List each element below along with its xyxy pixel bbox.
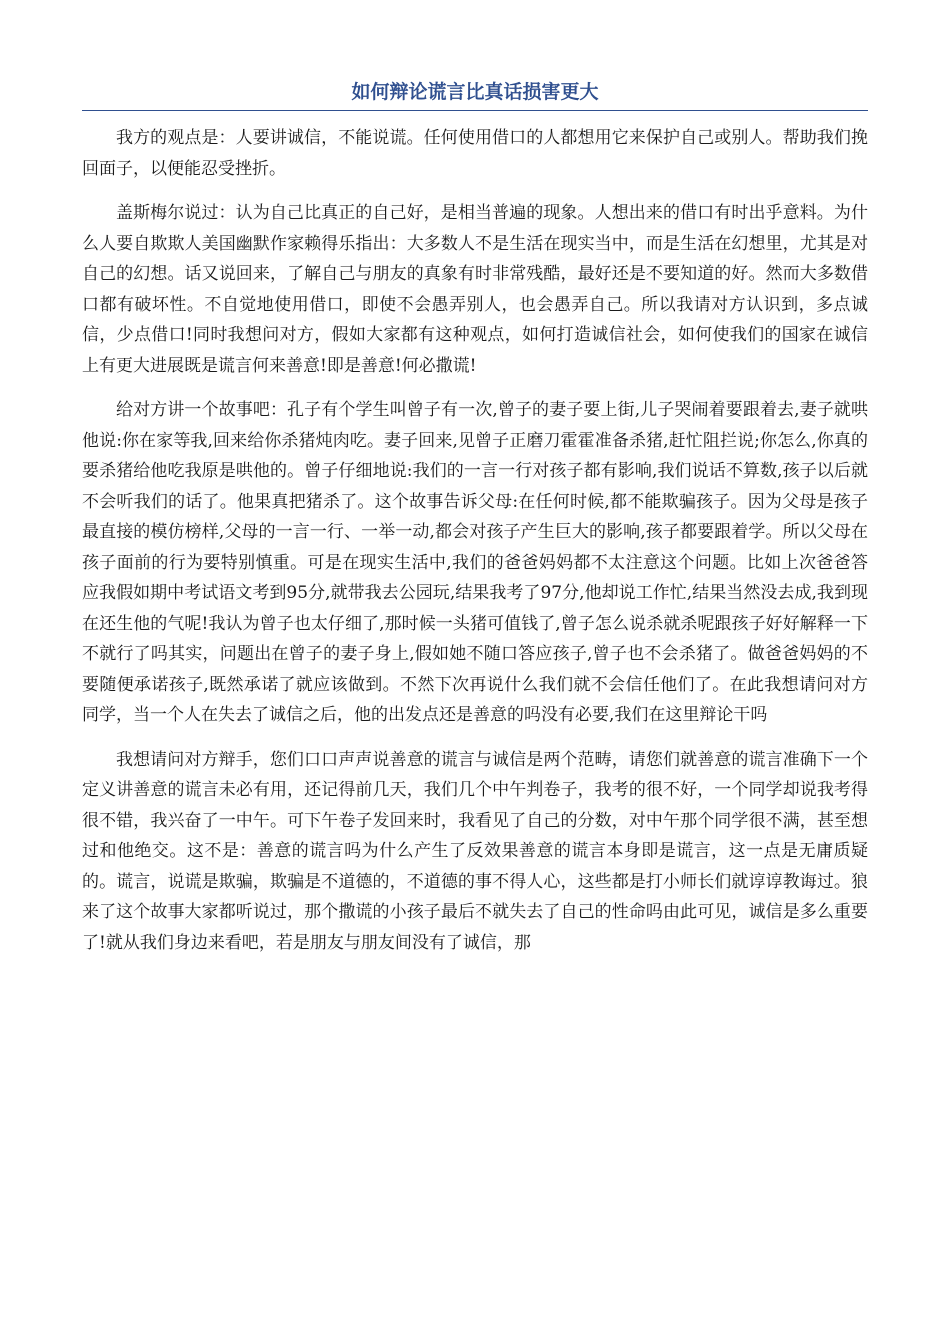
document-title: 如何辩论谎言比真话损害更大 [82, 78, 868, 111]
paragraph-2: 盖斯梅尔说过：认为自己比真正的自己好，是相当普遍的现象。人想出来的借口有时出乎意料。为什么人要自欺欺人美国幽默作家赖得乐指出：大多数人不是生活在现实当中，而是生活在幻想里，尤其是对自己的幻想。话又说回来，了解自己与朋友的真象有时非常残酷，最好还是不要知道的好。然而大多数借口都有破坏性。不自觉地使用借口，即使不会愚弄别人，也会愚弄自己。所以我请对方认识到，多点诚信，少点借口!同时我想问对方，假如大家都有这种观点，如何打造诚信社会，如何使我们的国家在诚信上有更大进展既是谎言何来善意!即是善意!何必撒谎! [82, 203, 868, 376]
paragraph-4: 我想请问对方辩手，您们口口声声说善意的谎言与诚信是两个范畴，请您们就善意的谎言准确下一个定义讲善意的谎言未必有用，还记得前几天，我们几个中午判卷子，我考的很不好，一个同学却说我考得很不错，我兴奋了一中午。可下午卷子发回来时，我看见了自己的分数，对中午那个同学很不满，甚至想过和他绝交。这不是：善意的谎言吗为什么产生了反效果善意的谎言本身即是谎言，这一点是无庸质疑的。谎言，说谎是欺骗，欺骗是不道德的，不道德的事不得人心，这些都是打小师长们就谆谆教诲过。狼来了这个故事大家都听说过，那个撒谎的小孩子最后不就失去了自己的性命吗由此可见，诚信是多么重要了!就从我们身边来看吧，若是朋友与朋友间没有了诚信，那 [82, 749, 868, 953]
document-page [82, 78, 868, 958]
paragraph-3: 给对方讲一个故事吧：孔子有个学生叫曾子有一次,曾子的妻子要上街,儿子哭闹着要跟着去,妻子就哄他说:你在家等我,回来给你杀猪炖肉吃。妻子回来,见曾子正磨刀霍霍准备杀猪,赶忙阻拦说;你怎么,你真的要杀猪给他吃我原是哄他的。曾子仔细地说:我们的一言一行对孩子都有影响,我们说话不算数,孩子以后就不会听我们的话了。他果真把猪杀了。这个故事告诉父母:在任何时候,都不能欺骗孩子。因为父母是孩子最直接的模仿榜样,父母的一言一行、一举一动,都会对孩子产生巨大的影响,孩子都要跟着学。所以父母在孩子面前的行为要特别慎重。可是在现实生活中,我们的爸爸妈妈都不太注意这个问题。比如上次爸爸答应我假如期中考试语文考到95分,就带我去公园玩,结果我考了97分,他却说工作忙,结果当然没去成,我到现在还生他的气呢!我认为曾子也太仔细了,那时候一头猪可值钱了,曾子怎么说杀就杀呢跟孩子好好解释一下不就行了吗其实，问题出在曾子的妻子身上,假如她不随口答应孩子,曾子也不会杀猪了。做爸爸妈妈的不要随便承诺孩子,既然承诺了就应该做到。不然下次再说什么我们就不会信任他们了。在此我想请问对方同学，当一个人在失去了诚信之后，他的出发点还是善意的吗没有必要,我们在这里辩论干吗 [82, 400, 868, 725]
paragraph-1: 我方的观点是：人要讲诚信，不能说谎。任何使用借口的人都想用它来保护自己或别人。帮助我们挽回面子，以便能忍受挫折。 [82, 128, 868, 179]
